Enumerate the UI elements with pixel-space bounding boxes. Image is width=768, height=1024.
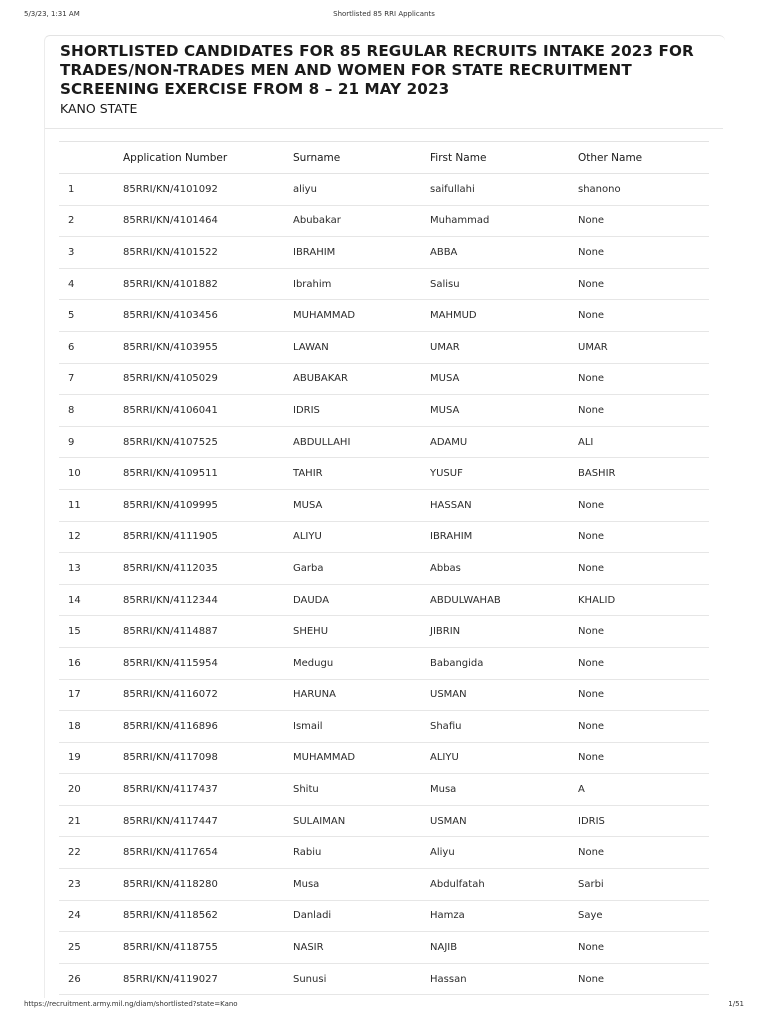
cell-surname: Sunusi — [293, 963, 430, 995]
table-row — [59, 837, 709, 869]
print-page-number: 1/51 — [728, 1000, 744, 1008]
cell-other-name: A — [578, 774, 709, 806]
table-row — [59, 900, 709, 932]
cell-other-name: Saye — [578, 900, 709, 932]
cell-first-name: Muhammad — [430, 205, 578, 237]
cell-application-number: 85RRI/KN/4101092 — [123, 174, 293, 206]
cell-surname: Musa — [293, 869, 430, 901]
cell-other-name: None — [578, 963, 709, 995]
cell-surname: TAHIR — [293, 458, 430, 490]
cell-surname: Ibrahim — [293, 268, 430, 300]
cell-surname: SULAIMAN — [293, 805, 430, 837]
print-url: https://recruitment.army.mil.ng/diam/shortlisted?state=Kano — [24, 1000, 238, 1008]
cell-surname: Danladi — [293, 900, 430, 932]
table-row — [59, 363, 709, 395]
cell-row-index: 2 — [59, 205, 123, 237]
cell-first-name: USMAN — [430, 805, 578, 837]
cell-surname: Abubakar — [293, 205, 430, 237]
cell-other-name: UMAR — [578, 331, 709, 363]
cell-first-name: Aliyu — [430, 837, 578, 869]
cell-row-index: 26 — [59, 963, 123, 995]
cell-application-number: 85RRI/KN/4117654 — [123, 837, 293, 869]
cell-row-index: 11 — [59, 489, 123, 521]
table-row — [59, 932, 709, 964]
table-header-row — [59, 142, 709, 174]
cell-row-index: 12 — [59, 521, 123, 553]
cell-other-name: IDRIS — [578, 805, 709, 837]
table-row — [59, 458, 709, 490]
cell-other-name: None — [578, 521, 709, 553]
state-label: KANO STATE — [60, 101, 138, 116]
cell-other-name: None — [578, 268, 709, 300]
cell-application-number: 85RRI/KN/4103955 — [123, 331, 293, 363]
header-surname: Surname — [293, 142, 430, 174]
cell-first-name: MUSA — [430, 363, 578, 395]
document-title: SHORTLISTED CANDIDATES FOR 85 REGULAR RECRUITS INTAKE 2023 FOR TRADES/NON-TRADES MEN AND WOMEN FOR STATE RECRUITMENT SCREENING EXERCISE FROM 8 – 21 MAY 2023 — [60, 42, 694, 98]
cell-row-index: 22 — [59, 837, 123, 869]
table-row — [59, 174, 709, 206]
cell-other-name: None — [578, 932, 709, 964]
applicants-table — [59, 141, 709, 995]
cell-first-name: UMAR — [430, 331, 578, 363]
header-first-name: First Name — [430, 142, 578, 174]
cell-row-index: 7 — [59, 363, 123, 395]
header-index — [59, 142, 123, 174]
cell-row-index: 23 — [59, 869, 123, 901]
table-row — [59, 616, 709, 648]
cell-row-index: 21 — [59, 805, 123, 837]
table-row — [59, 711, 709, 743]
cell-other-name: None — [578, 395, 709, 427]
cell-other-name: shanono — [578, 174, 709, 206]
cell-row-index: 1 — [59, 174, 123, 206]
cell-surname: SHEHU — [293, 616, 430, 648]
print-datetime: 5/3/23, 1:31 AM — [24, 10, 80, 18]
cell-application-number: 85RRI/KN/4101464 — [123, 205, 293, 237]
cell-surname: LAWAN — [293, 331, 430, 363]
cell-application-number: 85RRI/KN/4116896 — [123, 711, 293, 743]
header-other-name: Other Name — [578, 142, 709, 174]
cell-other-name: None — [578, 837, 709, 869]
cell-first-name: YUSUF — [430, 458, 578, 490]
cell-application-number: 85RRI/KN/4101522 — [123, 237, 293, 269]
cell-first-name: ADAMU — [430, 426, 578, 458]
table-body — [59, 174, 709, 995]
cell-other-name: None — [578, 237, 709, 269]
table-row — [59, 237, 709, 269]
cell-row-index: 10 — [59, 458, 123, 490]
cell-application-number: 85RRI/KN/4117098 — [123, 742, 293, 774]
cell-row-index: 3 — [59, 237, 123, 269]
cell-surname: HARUNA — [293, 679, 430, 711]
cell-application-number: 85RRI/KN/4118755 — [123, 932, 293, 964]
cell-other-name: None — [578, 205, 709, 237]
cell-other-name: None — [578, 489, 709, 521]
cell-first-name: Hamza — [430, 900, 578, 932]
table-row — [59, 489, 709, 521]
cell-other-name: None — [578, 363, 709, 395]
cell-application-number: 85RRI/KN/4115954 — [123, 647, 293, 679]
cell-application-number: 85RRI/KN/4117447 — [123, 805, 293, 837]
cell-first-name: Abdulfatah — [430, 869, 578, 901]
cell-surname: Shitu — [293, 774, 430, 806]
cell-other-name: None — [578, 679, 709, 711]
table-row — [59, 805, 709, 837]
cell-surname: ABUBAKAR — [293, 363, 430, 395]
print-footer — [24, 1000, 744, 1012]
cell-first-name: Salisu — [430, 268, 578, 300]
cell-first-name: Shafiu — [430, 711, 578, 743]
cell-application-number: 85RRI/KN/4112344 — [123, 584, 293, 616]
table-row — [59, 679, 709, 711]
cell-row-index: 9 — [59, 426, 123, 458]
cell-surname: NASIR — [293, 932, 430, 964]
cell-surname: IDRIS — [293, 395, 430, 427]
cell-first-name: Babangida — [430, 647, 578, 679]
header-application-number: Application Number — [123, 142, 293, 174]
cell-row-index: 20 — [59, 774, 123, 806]
cell-surname: ALIYU — [293, 521, 430, 553]
table-row — [59, 869, 709, 901]
table-row — [59, 647, 709, 679]
cell-row-index: 13 — [59, 553, 123, 585]
cell-application-number: 85RRI/KN/4101882 — [123, 268, 293, 300]
cell-first-name: saifullahi — [430, 174, 578, 206]
cell-first-name: ABDULWAHAB — [430, 584, 578, 616]
cell-first-name: IBRAHIM — [430, 521, 578, 553]
cell-other-name: ALI — [578, 426, 709, 458]
cell-application-number: 85RRI/KN/4118562 — [123, 900, 293, 932]
cell-surname: Rabiu — [293, 837, 430, 869]
cell-row-index: 8 — [59, 395, 123, 427]
cell-first-name: MAHMUD — [430, 300, 578, 332]
cell-application-number: 85RRI/KN/4105029 — [123, 363, 293, 395]
table-row — [59, 963, 709, 995]
cell-surname: IBRAHIM — [293, 237, 430, 269]
cell-first-name: HASSAN — [430, 489, 578, 521]
cell-first-name: Musa — [430, 774, 578, 806]
print-header — [24, 10, 744, 22]
cell-other-name: None — [578, 647, 709, 679]
table-row — [59, 521, 709, 553]
cell-row-index: 24 — [59, 900, 123, 932]
table-row — [59, 395, 709, 427]
cell-application-number: 85RRI/KN/4107525 — [123, 426, 293, 458]
table-row — [59, 742, 709, 774]
cell-other-name: BASHIR — [578, 458, 709, 490]
cell-surname: Ismail — [293, 711, 430, 743]
cell-other-name: Sarbi — [578, 869, 709, 901]
cell-application-number: 85RRI/KN/4118280 — [123, 869, 293, 901]
cell-first-name: ALIYU — [430, 742, 578, 774]
cell-first-name: Abbas — [430, 553, 578, 585]
table-row — [59, 584, 709, 616]
cell-application-number: 85RRI/KN/4114887 — [123, 616, 293, 648]
cell-surname: MUHAMMAD — [293, 742, 430, 774]
cell-other-name: None — [578, 300, 709, 332]
cell-first-name: Hassan — [430, 963, 578, 995]
cell-application-number: 85RRI/KN/4109511 — [123, 458, 293, 490]
cell-other-name: None — [578, 742, 709, 774]
cell-row-index: 6 — [59, 331, 123, 363]
cell-other-name: None — [578, 553, 709, 585]
table-row — [59, 205, 709, 237]
print-page-title: Shortlisted 85 RRI Applicants — [333, 10, 435, 18]
header-divider — [45, 128, 723, 129]
cell-application-number: 85RRI/KN/4103456 — [123, 300, 293, 332]
table-row — [59, 553, 709, 585]
cell-application-number: 85RRI/KN/4111905 — [123, 521, 293, 553]
cell-row-index: 18 — [59, 711, 123, 743]
table-row — [59, 426, 709, 458]
cell-application-number: 85RRI/KN/4116072 — [123, 679, 293, 711]
cell-surname: ABDULLAHI — [293, 426, 430, 458]
cell-row-index: 25 — [59, 932, 123, 964]
cell-other-name: KHALID — [578, 584, 709, 616]
cell-application-number: 85RRI/KN/4109995 — [123, 489, 293, 521]
cell-surname: MUHAMMAD — [293, 300, 430, 332]
cell-application-number: 85RRI/KN/4117437 — [123, 774, 293, 806]
cell-first-name: JIBRIN — [430, 616, 578, 648]
cell-row-index: 17 — [59, 679, 123, 711]
cell-row-index: 15 — [59, 616, 123, 648]
cell-first-name: ABBA — [430, 237, 578, 269]
cell-row-index: 5 — [59, 300, 123, 332]
cell-row-index: 16 — [59, 647, 123, 679]
table-row — [59, 268, 709, 300]
cell-first-name: NAJIB — [430, 932, 578, 964]
cell-other-name: None — [578, 616, 709, 648]
cell-application-number: 85RRI/KN/4106041 — [123, 395, 293, 427]
cell-surname: DAUDA — [293, 584, 430, 616]
table-row — [59, 774, 709, 806]
cell-row-index: 4 — [59, 268, 123, 300]
cell-row-index: 19 — [59, 742, 123, 774]
cell-surname: MUSA — [293, 489, 430, 521]
cell-surname: aliyu — [293, 174, 430, 206]
cell-application-number: 85RRI/KN/4119027 — [123, 963, 293, 995]
table-row — [59, 300, 709, 332]
cell-application-number: 85RRI/KN/4112035 — [123, 553, 293, 585]
cell-first-name: USMAN — [430, 679, 578, 711]
cell-surname: Garba — [293, 553, 430, 585]
cell-first-name: MUSA — [430, 395, 578, 427]
cell-row-index: 14 — [59, 584, 123, 616]
cell-surname: Medugu — [293, 647, 430, 679]
table-row — [59, 331, 709, 363]
cell-other-name: None — [578, 711, 709, 743]
